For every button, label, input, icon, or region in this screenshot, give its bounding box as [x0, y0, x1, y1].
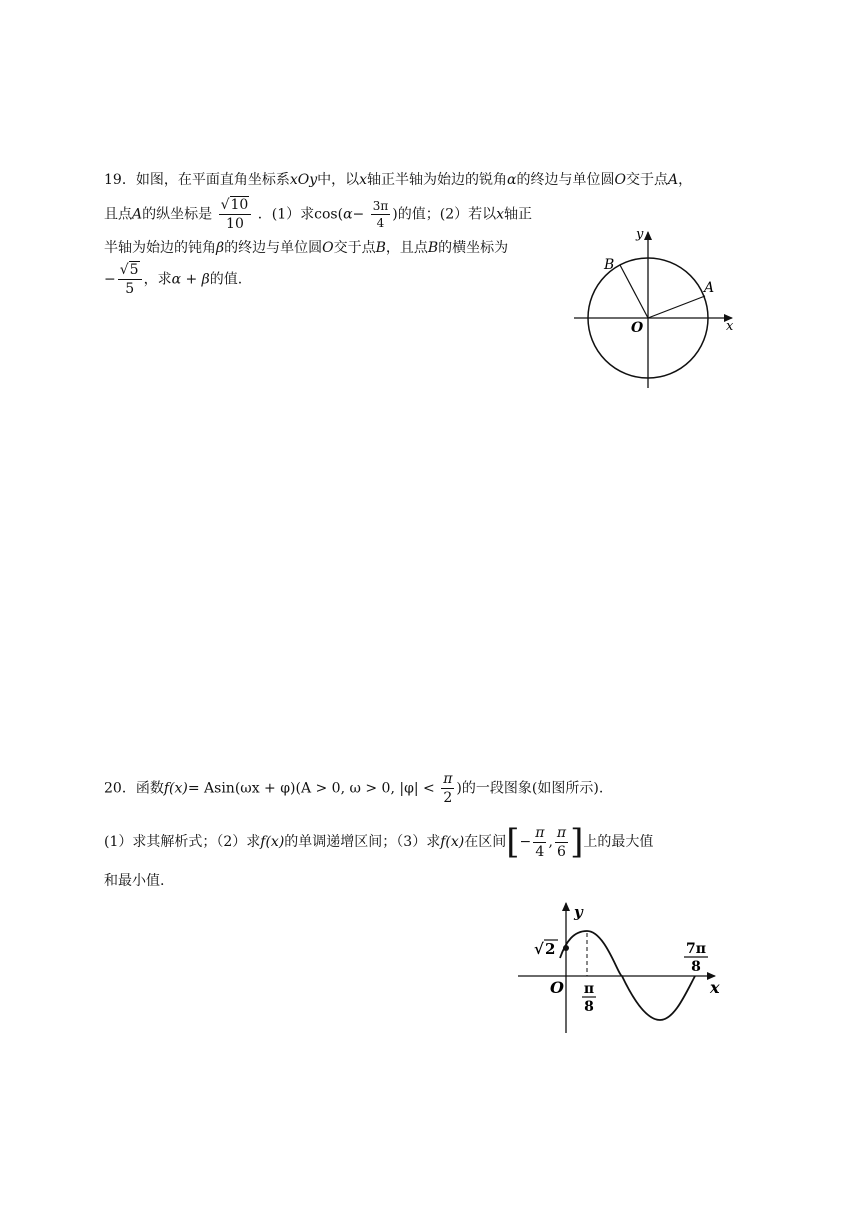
point-B-label: B [604, 257, 615, 273]
svg-text:√: √ [534, 940, 544, 958]
q19-line3: 半轴为始边的钝角β的终边与单位圆O交于点B，且点B的横坐标为 [104, 240, 509, 256]
q19-line1: 19．如图，在平面直角坐标系xOy中，以x轴正半轴为始边的锐角α的终边与单位圆O交于点A， [104, 172, 693, 188]
q19-line2: 且点A的纵坐标是 $\frac{√10}{10}$ ．(1）求cos(α− $\frac{3\pi}{4}$ )的值；(2）若以x轴正 [104, 197, 533, 232]
fraction-3pi-over-4: $\frac{3\pi}{4}$ [372, 199, 389, 230]
fraction-pi-over-6: $\frac{\pi}{6}$ [556, 824, 567, 860]
q20-number: 20 [104, 780, 122, 797]
y-intercept-point [563, 945, 569, 951]
sqrt2-label [534, 940, 558, 958]
svg-text:7π: 7π [686, 941, 706, 957]
terminal-side-B [620, 265, 648, 318]
x-axis-label: x [710, 978, 720, 997]
fraction-pi-over-2: $\frac{\pi}{2}$ [443, 771, 453, 806]
origin-label: O [550, 978, 564, 997]
svg-text:8: 8 [691, 959, 701, 975]
svg-text:π: π [583, 981, 595, 997]
q19-line4: − $\frac{√5}{5}$ ，求α + β的值. [104, 262, 243, 297]
seven-pi-over-8-label [684, 941, 708, 975]
point-A-label: A [704, 280, 715, 296]
x-axis-label: x [726, 319, 734, 334]
fraction-pi-over-4: $\frac{\pi}{4}$ [535, 824, 545, 860]
q20-line3: 和最小值. [104, 873, 165, 889]
q20-line1: 20．函数f(x)= Asin(ωx + φ)(A > 0, ω > 0, |φ| < $\frac{\pi}{2}$ )的一段图象(如图所示). [104, 771, 604, 806]
q20-line2: (1）求其解析式；（2）求f(x)的单调递增区间；（3）求f(x)在区间[− $\frac{\pi}{4}$ , $\frac{\pi}{6}$ ]上的最大值 [104, 822, 654, 862]
unit-circle-figure [560, 220, 760, 395]
svg-text:8: 8 [584, 999, 594, 1015]
terminal-side-A [648, 296, 705, 318]
pi-over-8-label [582, 981, 596, 1015]
fraction-sqrt10-over-10: $\frac{√10}{10}$ [219, 198, 252, 231]
svg-text:2: 2 [545, 940, 556, 958]
y-axis-label: y [574, 903, 583, 921]
q19-number: 19 [104, 172, 122, 188]
sine-graph-figure [510, 895, 735, 1040]
origin-label: O [631, 320, 644, 336]
fraction-sqrt5-over-5: $\frac{√5}{5}$ [118, 263, 142, 296]
y-axis-label: y [636, 227, 644, 242]
